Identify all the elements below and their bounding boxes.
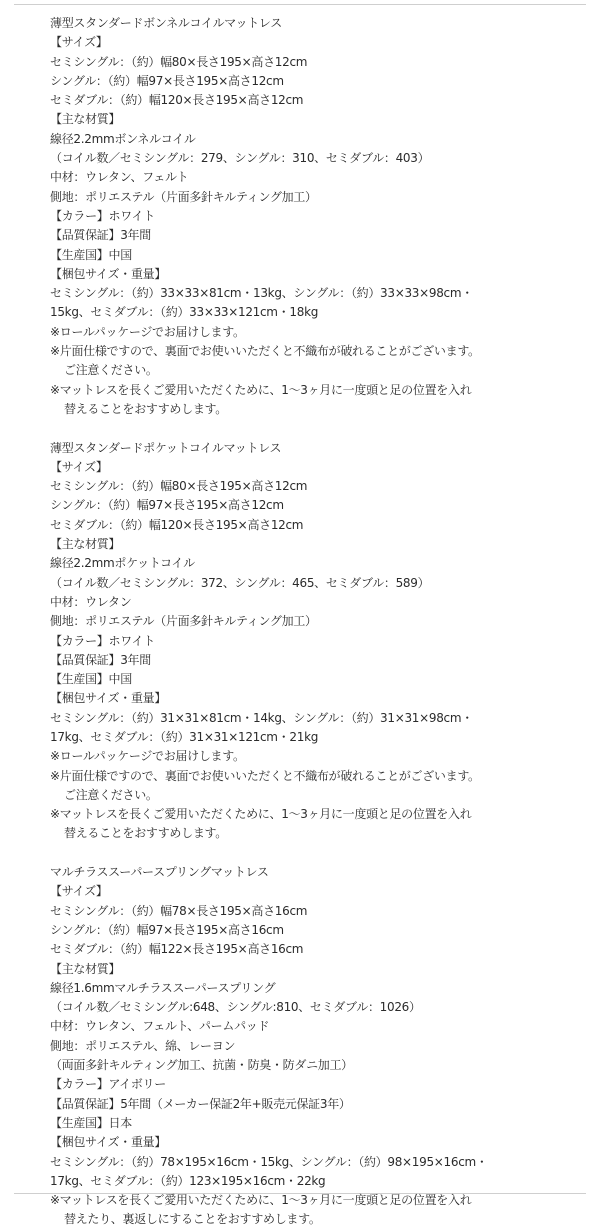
spec-line: セミシングル：（約）33×33×81cm・13kg、シングル：（約）33×33×98cm・: [50, 286, 473, 301]
spec-line: 線径1.6mmマルチラススーパースプリング: [50, 980, 276, 995]
spec-line: 【カラー】アイボリー: [50, 1077, 166, 1092]
spec-line: 替えることをおすすめします。: [64, 826, 227, 841]
spec-line: 【主な材質】: [50, 112, 121, 127]
spec-line: セミダブル：（約）幅120×長さ195×高さ12cm: [50, 93, 304, 108]
spec-line: ※ロールパッケージでお届けします。: [50, 324, 245, 339]
spec-line: 【品質保証】3年間: [50, 228, 151, 243]
spec-line: 線径2.2mmポケットコイル: [50, 556, 195, 571]
spec-line: シングル：（約）幅97×長さ195×高さ16cm: [50, 922, 284, 937]
spec-line: セミシングル：（約）幅80×長さ195×高さ12cm: [50, 479, 308, 494]
multi-spring-mattress-spec: [50, 863, 580, 1230]
spec-line: セミダブル：（約）幅122×長さ195×高さ16cm: [50, 942, 304, 957]
spec-line: （コイル数／セミシングル：372、シングル：465、セミダブル：589）: [50, 575, 430, 590]
spec-line: 中材：ウレタン、フェルト、パームパッド: [50, 1019, 270, 1034]
spec-line: 中材：ウレタン: [50, 594, 132, 609]
spec-line: ※マットレスを長くご愛用いただくために、1〜3ヶ月に一度頭と足の位置を入れ: [50, 807, 472, 822]
spec-line: 替えることをおすすめします。: [64, 401, 227, 416]
bonnell-coil-mattress-spec: [50, 14, 580, 419]
spec-line: シングル：（約）幅97×長さ195×高さ12cm: [50, 73, 284, 88]
spec-line: 17kg、セミダブル：（約）123×195×16cm・22kg: [50, 1173, 326, 1188]
spec-line: 【主な材質】: [50, 537, 121, 552]
spec-line: 【生産国】中国: [50, 247, 132, 262]
spec-line: 【梱包サイズ・重量】: [50, 1135, 167, 1150]
spec-line: 【サイズ】: [50, 459, 108, 474]
product-title: 薄型スタンダードボンネルコイルマットレス: [50, 16, 282, 30]
spec-line: （両面多針キルティング加工、抗菌・防臭・防ダニ加工）: [50, 1058, 353, 1073]
spec-line: セミダブル：（約）幅120×長さ195×高さ12cm: [50, 517, 304, 532]
spec-line: 【カラー】ホワイト: [50, 208, 155, 223]
spec-line: （コイル数／セミシングル：279、シングル：310、セミダブル：403）: [50, 151, 430, 166]
spec-line: 側地：ポリエステル、綿、レーヨン: [50, 1038, 236, 1053]
spec-line: 15kg、セミダブル：（約）33×33×121cm・18kg: [50, 305, 319, 320]
spec-line: 【サイズ】: [50, 35, 108, 50]
spec-line: 【生産国】中国: [50, 672, 132, 687]
spec-line: 中材：ウレタン、フェルト: [50, 170, 189, 185]
spec-line: 【カラー】ホワイト: [50, 633, 155, 648]
spec-line: （コイル数／セミシングル:648、シングル:810、セミダブル：1026）: [50, 1000, 421, 1015]
pocket-coil-mattress-spec: [50, 439, 580, 844]
spec-line: 線径2.2mmボンネルコイル: [50, 131, 196, 146]
product-title: 薄型スタンダードポケットコイルマットレス: [50, 440, 282, 455]
spec-line: ご注意ください。: [64, 363, 158, 378]
spec-line: 【梱包サイズ・重量】: [50, 266, 167, 281]
spec-line: 側地：ポリエステル（片面多針キルティング加工）: [50, 614, 317, 629]
spec-line: ※片面仕様ですので、裏面でお使いいただくと不織布が破れることがございます。: [50, 344, 480, 359]
spec-line: ※片面仕様ですので、裏面でお使いいただくと不織布が破れることがございます。: [50, 768, 480, 783]
spec-line: セミシングル：（約）幅80×長さ195×高さ12cm: [50, 54, 308, 69]
spec-line: 【品質保証】3年間: [50, 652, 151, 667]
spec-line: 【梱包サイズ・重量】: [50, 691, 167, 706]
spec-line: 【主な材質】: [50, 961, 121, 976]
spec-line: 【生産国】日本: [50, 1115, 132, 1130]
spec-line: セミシングル：（約）幅78×長さ195×高さ16cm: [50, 903, 308, 918]
spec-line: ※マットレスを長くご愛用いただくために、1〜3ヶ月に一度頭と足の位置を入れ: [50, 382, 472, 397]
spec-line: ※マットレスを長くご愛用いただくために、1〜3ヶ月に一度頭と足の位置を入れ: [50, 1193, 472, 1208]
spec-line: シングル：（約）幅97×長さ195×高さ12cm: [50, 498, 284, 513]
spec-line: 替えたり、裏返しにすることをおすすめします。: [64, 1212, 321, 1227]
spec-line: セミシングル：（約）78×195×16cm・15kg、シングル：（約）98×195×16cm・: [50, 1154, 488, 1169]
spec-line: ご注意ください。: [64, 787, 158, 802]
spec-line: 【品質保証】5年間（メーカー保証2年+販売元保証3年）: [50, 1096, 351, 1111]
spec-line: 側地：ポリエステル（片面多針キルティング加工）: [50, 189, 317, 204]
product-title: マルチラススーパースプリングマットレス: [50, 865, 269, 880]
spec-line: 17kg、セミダブル：（約）31×31×121cm・21kg: [50, 729, 319, 744]
spec-line: 【サイズ】: [50, 884, 108, 899]
spec-line: セミシングル：（約）31×31×81cm・14kg、シングル：（約）31×31×98cm・: [50, 710, 473, 725]
spec-line: ※ロールパッケージでお届けします。: [50, 749, 245, 764]
spec-document: [50, 14, 580, 1230]
